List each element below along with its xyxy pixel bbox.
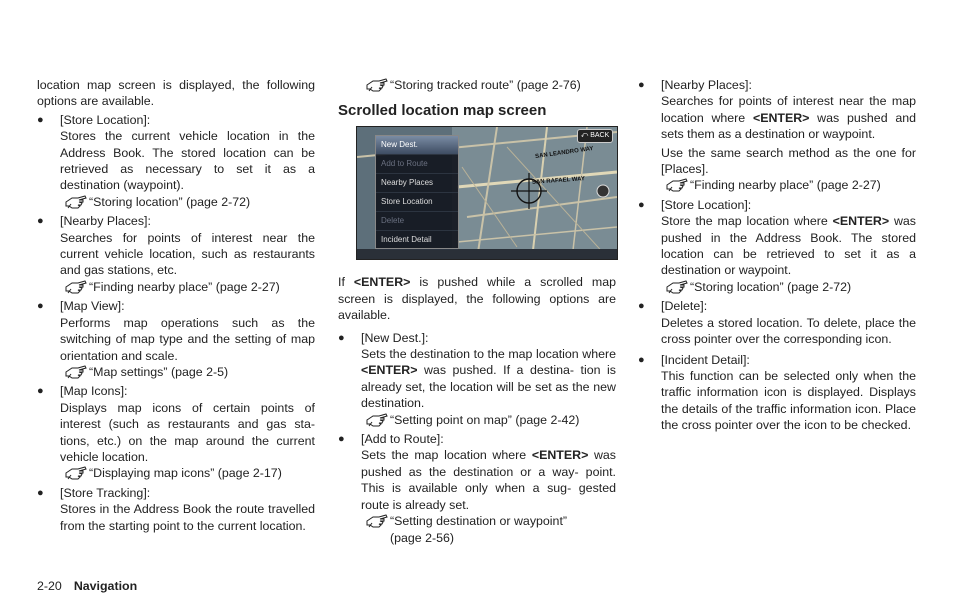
bullet-icon: ● — [37, 215, 44, 228]
reference-text: “Storing location” (page 2-72) — [690, 279, 852, 294]
section-name: Navigation — [73, 579, 138, 593]
keyword-enter: <ENTER> — [752, 110, 810, 125]
list-item — [37, 112, 315, 128]
bullet-icon: ● — [638, 79, 645, 91]
hand-pointing-icon — [366, 514, 388, 529]
item-label: [Add to Route]: — [361, 432, 444, 447]
column-right — [638, 77, 916, 434]
bullet-icon: ● — [338, 331, 345, 344]
column-middle — [338, 77, 616, 549]
hand-pointing-icon — [65, 365, 87, 380]
page-reference — [60, 279, 315, 295]
item-label: [Map Icons]: — [60, 384, 128, 399]
list-item — [638, 352, 916, 368]
item-description — [638, 213, 916, 279]
menu-item-delete[interactable]: Delete — [376, 212, 458, 231]
hand-pointing-icon — [65, 280, 87, 295]
page-reference — [60, 194, 315, 210]
item-label: [Delete]: — [661, 299, 708, 314]
item-label: [New Dest.]: — [361, 330, 429, 345]
item-description: This function can be selected only when the traffic information icon is displayed. Displays the details of the traffic information icon. Place the cross pointer over the icon to be checked. — [661, 368, 916, 433]
hand-pointing-icon — [366, 78, 388, 93]
item-description: Stores in the Address Book the route travelled from the starting point to the current location. — [60, 502, 315, 533]
menu-item-store-location[interactable]: Store Location — [376, 193, 458, 212]
body-paragraph — [338, 274, 616, 323]
list-item — [37, 213, 315, 229]
item-description: Stores the current vehicle location in the Address Book. The stored location can be retrieved as necessary to set it as a destination (waypoint). — [60, 129, 315, 193]
bullet-icon: ● — [37, 300, 44, 313]
list-item — [338, 330, 616, 346]
column-left — [37, 77, 315, 534]
reference-text: “Finding nearby place” (page 2-27) — [89, 279, 280, 294]
item-description: Searches for points of interest near the current vehicle location, such as restaurants and gas stations, etc. — [60, 230, 315, 278]
page-reference — [60, 364, 315, 380]
bullet-icon: ● — [338, 433, 345, 446]
text-run: was pushed as the destination or a way- point. This is available only when a sug- gested route is already set. — [361, 448, 616, 512]
item-label: [Nearby Places]: — [60, 214, 151, 229]
item-label: [Store Location]: — [661, 197, 752, 212]
item-description — [638, 93, 916, 142]
hand-pointing-icon — [666, 178, 688, 193]
reference-text: “Storing location” (page 2-72) — [89, 194, 251, 209]
list-item — [638, 298, 916, 314]
street-label: SAN RAFAEL WAY — [531, 176, 586, 187]
list-item — [37, 485, 315, 501]
reference-text: “Map settings” (page 2-5) — [89, 364, 229, 379]
text-run: Sets the map location where — [361, 448, 532, 463]
text-run: Store the map location where — [661, 214, 833, 229]
hand-pointing-icon — [65, 195, 87, 210]
item-label: [Nearby Places]: — [661, 78, 752, 92]
item-description: Deletes a stored location. To delete, place the cross pointer over the corresponding icon. — [661, 315, 916, 347]
item-description — [338, 346, 616, 412]
text-run: was pushed. If a destina- tion is already set, the location will be set as the new destination. — [361, 363, 616, 411]
section-heading: Scrolled location map screen — [338, 102, 547, 120]
item-label: [Map View]: — [60, 299, 125, 314]
bullet-icon: ● — [37, 113, 44, 126]
reference-text: “Setting destination or waypoint” (page 2-56) — [390, 514, 568, 545]
item-description: Displays map icons of certain points of interest (such as restaurants and gas sta- tions, etc.) on the map around the current vehicle location. — [60, 400, 315, 464]
keyword-enter: <ENTER> — [531, 448, 589, 463]
intro-paragraph: location map screen is displayed, the following options are available. — [37, 78, 315, 109]
keyword-enter: <ENTER> — [832, 214, 890, 229]
page-reference — [361, 513, 616, 546]
text-run: is pushed while a scrolled map screen is displayed, the following options are available. — [338, 275, 616, 323]
item-description: Use the same search method as the one for [Places]. — [661, 145, 916, 177]
reference-text: “Storing tracked route” (page 2-76) — [390, 78, 581, 92]
hand-pointing-icon — [366, 413, 388, 428]
list-item — [37, 383, 315, 399]
list-item — [638, 197, 916, 213]
map-screenshot — [356, 126, 618, 260]
menu-item-new-dest[interactable]: New Dest. — [376, 136, 458, 155]
option-menu — [375, 135, 459, 249]
menu-item-nearby-places[interactable]: Nearby Places — [376, 174, 458, 193]
reference-text: “Setting point on map” (page 2-42) — [390, 412, 580, 427]
item-label: [Store Tracking]: — [60, 485, 151, 500]
street-label: SAN LEANDRO WAY — [534, 146, 594, 161]
reference-text: “Finding nearby place” (page 2-27) — [690, 178, 881, 193]
text-run: was pushed and sets them as a destination or waypoint. — [661, 110, 917, 142]
hand-pointing-icon — [65, 466, 87, 481]
back-button[interactable]: ⤺ BACK — [577, 129, 613, 143]
item-label: [Store Location]: — [60, 112, 151, 127]
text-run: was pushed in the Address Book. The stored location can be retrieved to set it as a destination or waypoint. — [661, 214, 916, 278]
bullet-icon: ● — [638, 300, 645, 313]
page-footer — [37, 578, 137, 594]
item-description: Performs map operations such as the switching of map type and the setting of map orientation and scale. — [60, 315, 315, 363]
hand-pointing-icon — [666, 280, 688, 295]
menu-item-incident-detail[interactable]: Incident Detail — [376, 231, 458, 250]
text-run: Sets the destination to the map location where — [361, 347, 616, 362]
text-run: Searches for points of interest near the map location where — [661, 94, 916, 125]
list-item — [338, 431, 616, 447]
keyword-enter: <ENTER> — [361, 363, 418, 378]
bullet-icon: ● — [37, 385, 44, 398]
page-reference — [661, 279, 916, 295]
page-reference — [361, 77, 616, 93]
page-number: 2-20 — [37, 579, 62, 593]
menu-item-add-to-route[interactable]: Add to Route — [376, 155, 458, 174]
page-reference — [60, 465, 315, 481]
reference-text: “Displaying map icons” (page 2-17) — [89, 466, 282, 481]
page-reference — [361, 412, 616, 428]
back-label: BACK — [590, 132, 610, 140]
bullet-icon: ● — [638, 353, 645, 366]
text-run: If — [338, 275, 354, 290]
list-item — [37, 298, 315, 314]
keyword-enter: <ENTER> — [353, 275, 411, 290]
bullet-icon: ● — [638, 198, 645, 211]
list-item — [638, 77, 916, 93]
bullet-icon: ● — [37, 486, 44, 499]
page-reference — [661, 177, 916, 193]
item-label: [Incident Detail]: — [661, 352, 750, 367]
item-description — [338, 447, 616, 513]
